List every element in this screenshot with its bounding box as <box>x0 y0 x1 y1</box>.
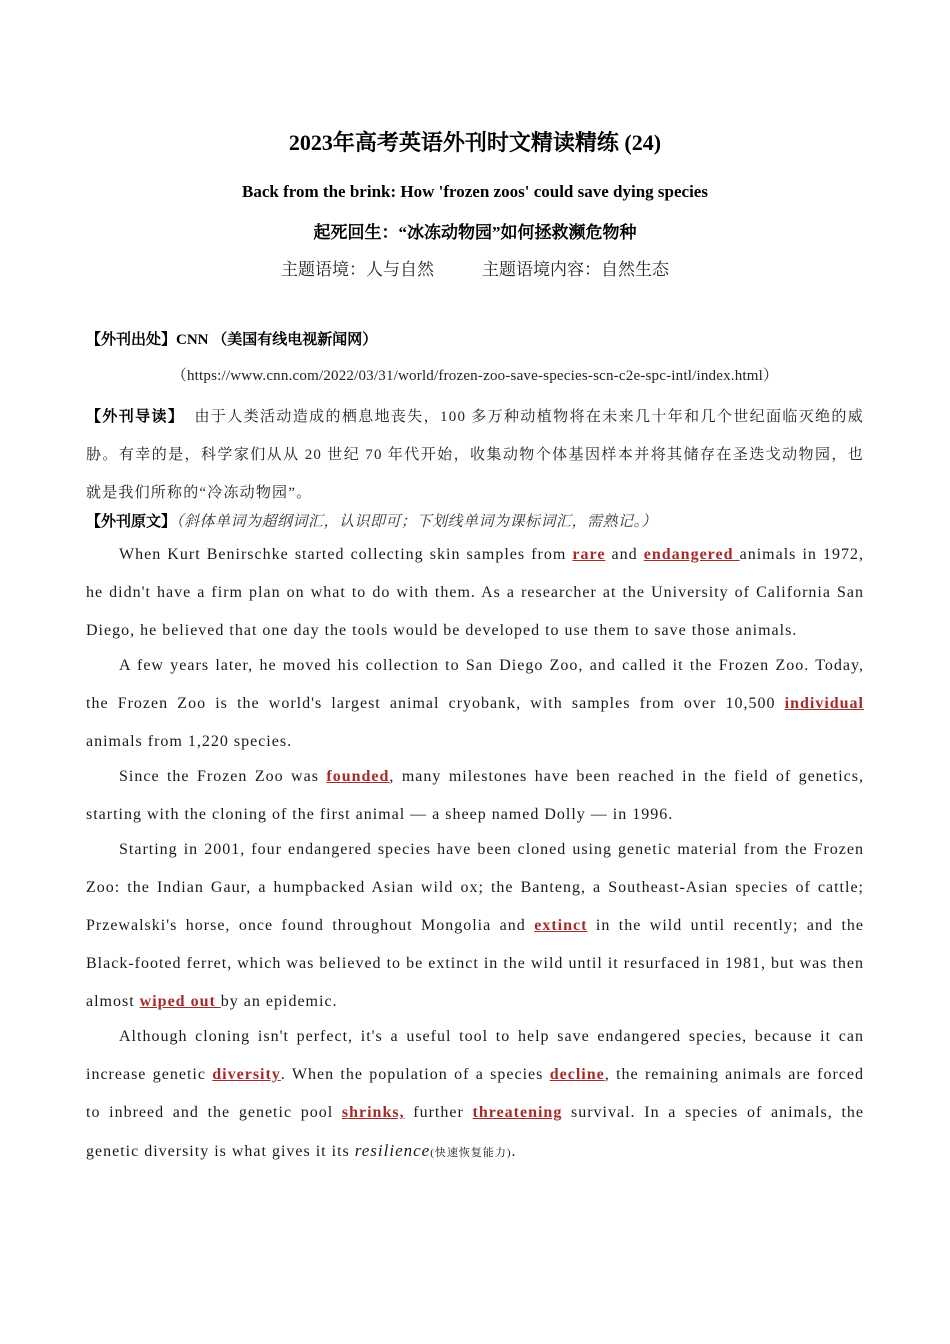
text-run: animals from 1,220 species. <box>86 733 293 750</box>
vocab-word: founded <box>326 768 390 785</box>
advanced-word: resilience <box>354 1141 431 1160</box>
article-body <box>86 536 864 1169</box>
vocab-word: rare <box>572 546 606 563</box>
vocab-word: extinct <box>534 917 588 934</box>
text-run: by an epidemic. <box>220 993 338 1010</box>
vocab-word: decline <box>549 1066 605 1083</box>
vocab-word: threatening <box>472 1104 563 1121</box>
text-run: and <box>605 546 644 563</box>
theme-context: 主题语境：人与自然 <box>281 260 434 279</box>
text-run: A few years later, he moved his collection to San Diego Zoo, and called it the Frozen Zoo. Today, the Frozen Zoo is the world's largest animal cryobank, with samples from over 10,500 <box>86 657 864 712</box>
source-line <box>86 328 864 349</box>
original-heading <box>86 510 864 531</box>
original-label: 【外刊原文】 <box>86 514 177 530</box>
source-url: （https://www.cnn.com/2022/03/31/world/frozen-zoo-save-species-scn-c2e-spc-intl/index.html） <box>171 368 779 384</box>
text-run: Since the Frozen Zoo was <box>119 768 327 785</box>
theme-content: 主题语境内容：自然生态 <box>482 260 669 279</box>
vocab-word: individual <box>784 695 864 712</box>
article-paragraph-2 <box>86 647 864 761</box>
theme-line <box>86 255 864 280</box>
subtitle-english: Back from the brink: How 'frozen zoos' could save dying species <box>242 182 708 201</box>
article-paragraph-3 <box>86 758 864 834</box>
vocab-word: diversity <box>212 1066 281 1083</box>
text-run: animals in 1972, he didn't have a firm plan on what to do with them. As a researcher at the University of California San Diego, he believed that one day the tools would be developed to use them to save those animals. <box>86 546 865 639</box>
text-run: , many milestones have been reached in the field of genetics, starting with the cloning of the first animal — a sheep named Dolly — in 1996. <box>86 768 865 823</box>
intro-label: 【外刊导读】 <box>86 409 185 425</box>
gloss: (快速恢复能力) <box>430 1147 512 1159</box>
intro-text: 由于人类活动造成的栖息地丧失，100 多万种动植物将在未来几十年和几个世纪面临灭绝的威胁。有幸的是，科学家们从从 20 世纪 70 年代开始，收集动物个体基因样本并将其储存在圣迭戈动物园，也就是我们所称的“冷冻动物园”。 <box>86 409 865 501</box>
text-run: , the remaining animals are forced to inbreed and the genetic pool <box>86 1066 864 1121</box>
original-note: （斜体单词为超纲词汇，认识即可；下划线单词为课标词汇，需熟记。） <box>176 514 658 530</box>
document-title: 2023年高考英语外刊时文精读精练 (24) <box>288 130 662 155</box>
text-run: Starting in 2001, four endangered species have been cloned using genetic material from the Frozen Zoo: the Indian Gaur, a humpbacked Asian wild ox; the Banteng, a Southeast-Asian species of cattle; Przewalski's horse, once found throughout Mongolia and <box>86 841 864 934</box>
source-text: CNN （美国有线电视新闻网） <box>176 332 378 348</box>
vocab-word: endangered <box>643 546 740 563</box>
text-run: When Kurt Benirschke started collecting skin samples from <box>119 546 573 563</box>
article-paragraph-4 <box>86 831 864 1021</box>
text-run: . <box>511 1143 517 1160</box>
subtitle-chinese: 起死回生：“冰冻动物园”如何拯救濒危物种 <box>313 223 637 242</box>
vocab-word: shrinks, <box>341 1104 405 1121</box>
text-run: further <box>404 1104 473 1121</box>
text-run: Although cloning isn't perfect, it's a useful tool to help save endangered species, because it can increase genetic <box>86 1028 864 1083</box>
source-label: 【外刊出处】 <box>86 332 177 348</box>
intro-paragraph <box>86 398 864 512</box>
text-run: . When the population of a species <box>280 1066 550 1083</box>
article-paragraph-5 <box>86 1018 864 1172</box>
article-paragraph-1 <box>86 536 864 650</box>
text-run: in the wild until recently; and the Black-footed ferret, which was believed to be extinct in the wild until it resurfaced in 1981, but was then almost <box>86 917 864 1010</box>
vocab-word: wiped out <box>139 993 221 1010</box>
text-run: survival. In a species of animals, the genetic diversity is what gives it its <box>86 1104 864 1160</box>
